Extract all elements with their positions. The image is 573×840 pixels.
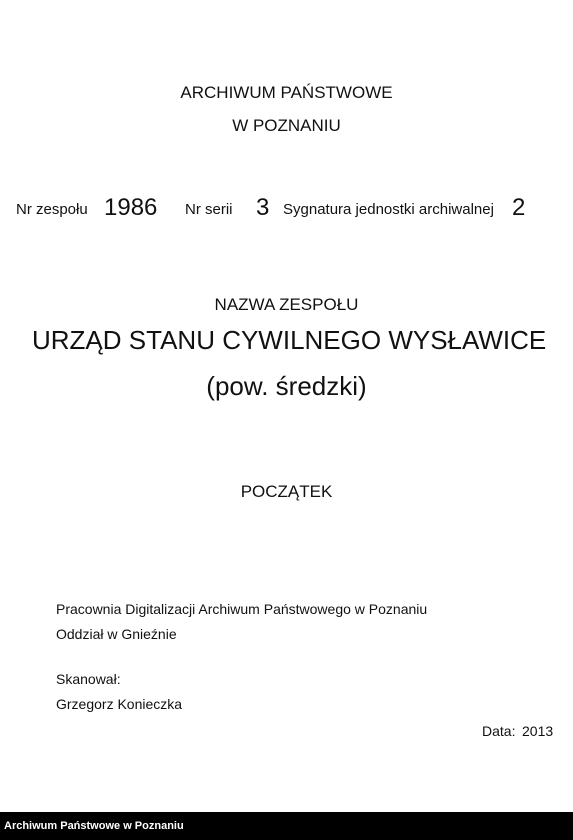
archive-name: ARCHIWUM PAŃSTWOWE [180, 83, 393, 102]
section-marker: POCZĄTEK [240, 482, 333, 501]
archive-city: W POZNANIU [232, 116, 341, 135]
fond-number-value: 1986 [104, 194, 158, 221]
unit-signature-value: 2 [512, 194, 526, 221]
date-label: Data: [482, 723, 516, 739]
fond-subtitle: (pow. średzki) [206, 371, 367, 401]
branch-office: Oddział w Gnieźnie [56, 626, 177, 642]
digitization-lab: Pracownia Digitalizacji Archiwum Państwowego w Poznaniu [56, 601, 428, 617]
footer-archive-name: Archiwum Państwowe w Poznaniu [4, 820, 184, 832]
date-value: 2013 [522, 723, 554, 739]
series-number-value: 3 [256, 194, 270, 221]
series-number-label: Nr serii [185, 201, 233, 218]
scanned-by-name: Grzegorz Konieczka [56, 696, 183, 712]
scanned-by-label: Skanował: [56, 671, 121, 687]
footer-bar [0, 812, 573, 840]
fond-number-label: Nr zespołu [16, 201, 88, 218]
unit-signature-label: Sygnatura jednostki archiwalnej [283, 201, 494, 218]
fond-name-label: NAZWA ZESPOŁU [214, 295, 359, 314]
fond-title: URZĄD STANU CYWILNEGO WYSŁAWICE [32, 325, 547, 355]
